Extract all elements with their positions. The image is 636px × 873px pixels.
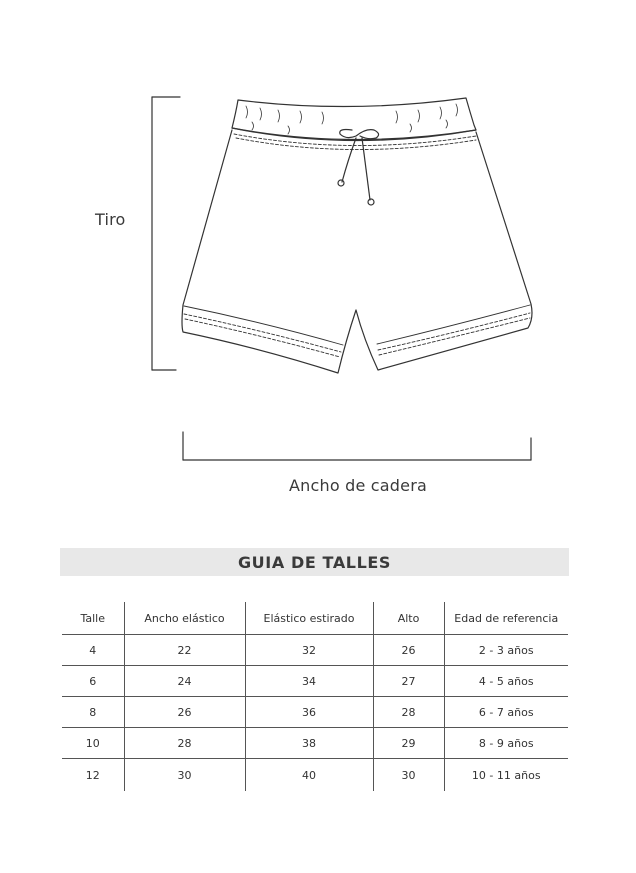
table-cell: 30	[124, 759, 245, 792]
table-cell: 28	[373, 697, 444, 728]
table-cell: 6 - 7 años	[444, 697, 568, 728]
table-cell: 8 - 9 años	[444, 728, 568, 759]
shorts-body	[182, 130, 532, 373]
column-header-elastic-width: Ancho elástico	[124, 602, 245, 635]
table-cell: 29	[373, 728, 444, 759]
column-header-elastic-stretched: Elástico estirado	[245, 602, 373, 635]
table-row	[62, 697, 568, 728]
table-row	[62, 759, 568, 792]
table-cell: 4	[62, 635, 124, 666]
table-header-row	[62, 602, 568, 635]
table-cell: 6	[62, 666, 124, 697]
table-cell: 36	[245, 697, 373, 728]
table-row	[62, 635, 568, 666]
table-cell: 34	[245, 666, 373, 697]
table-cell: 40	[245, 759, 373, 792]
table-cell: 38	[245, 728, 373, 759]
table-cell: 4 - 5 años	[444, 666, 568, 697]
table-cell: 27	[373, 666, 444, 697]
table-cell: 10 - 11 años	[444, 759, 568, 792]
table-cell: 10	[62, 728, 124, 759]
table-row	[62, 728, 568, 759]
table-cell: 22	[124, 635, 245, 666]
table-cell: 2 - 3 años	[444, 635, 568, 666]
size-guide-banner	[60, 548, 569, 576]
size-guide-title: GUIA DE TALLES	[237, 552, 392, 572]
table-cell: 8	[62, 697, 124, 728]
table-cell: 32	[245, 635, 373, 666]
hip-width-label: Ancho de cadera	[289, 476, 427, 495]
rise-label: Tiro	[95, 210, 126, 229]
size-table	[62, 602, 568, 791]
table-cell: 28	[124, 728, 245, 759]
table-cell: 26	[124, 697, 245, 728]
column-header-reference-age: Edad de referencia	[454, 611, 559, 625]
table-row	[62, 666, 568, 697]
table-cell: 24	[124, 666, 245, 697]
column-header-length: Alto	[373, 602, 444, 635]
table-cell: 30	[373, 759, 444, 792]
table-cell: 12	[62, 759, 124, 792]
hip-width-dimension-bracket	[183, 432, 531, 460]
rise-dimension-bracket	[152, 97, 180, 370]
column-header-size: Talle	[62, 602, 124, 635]
table-cell: 26	[373, 635, 444, 666]
